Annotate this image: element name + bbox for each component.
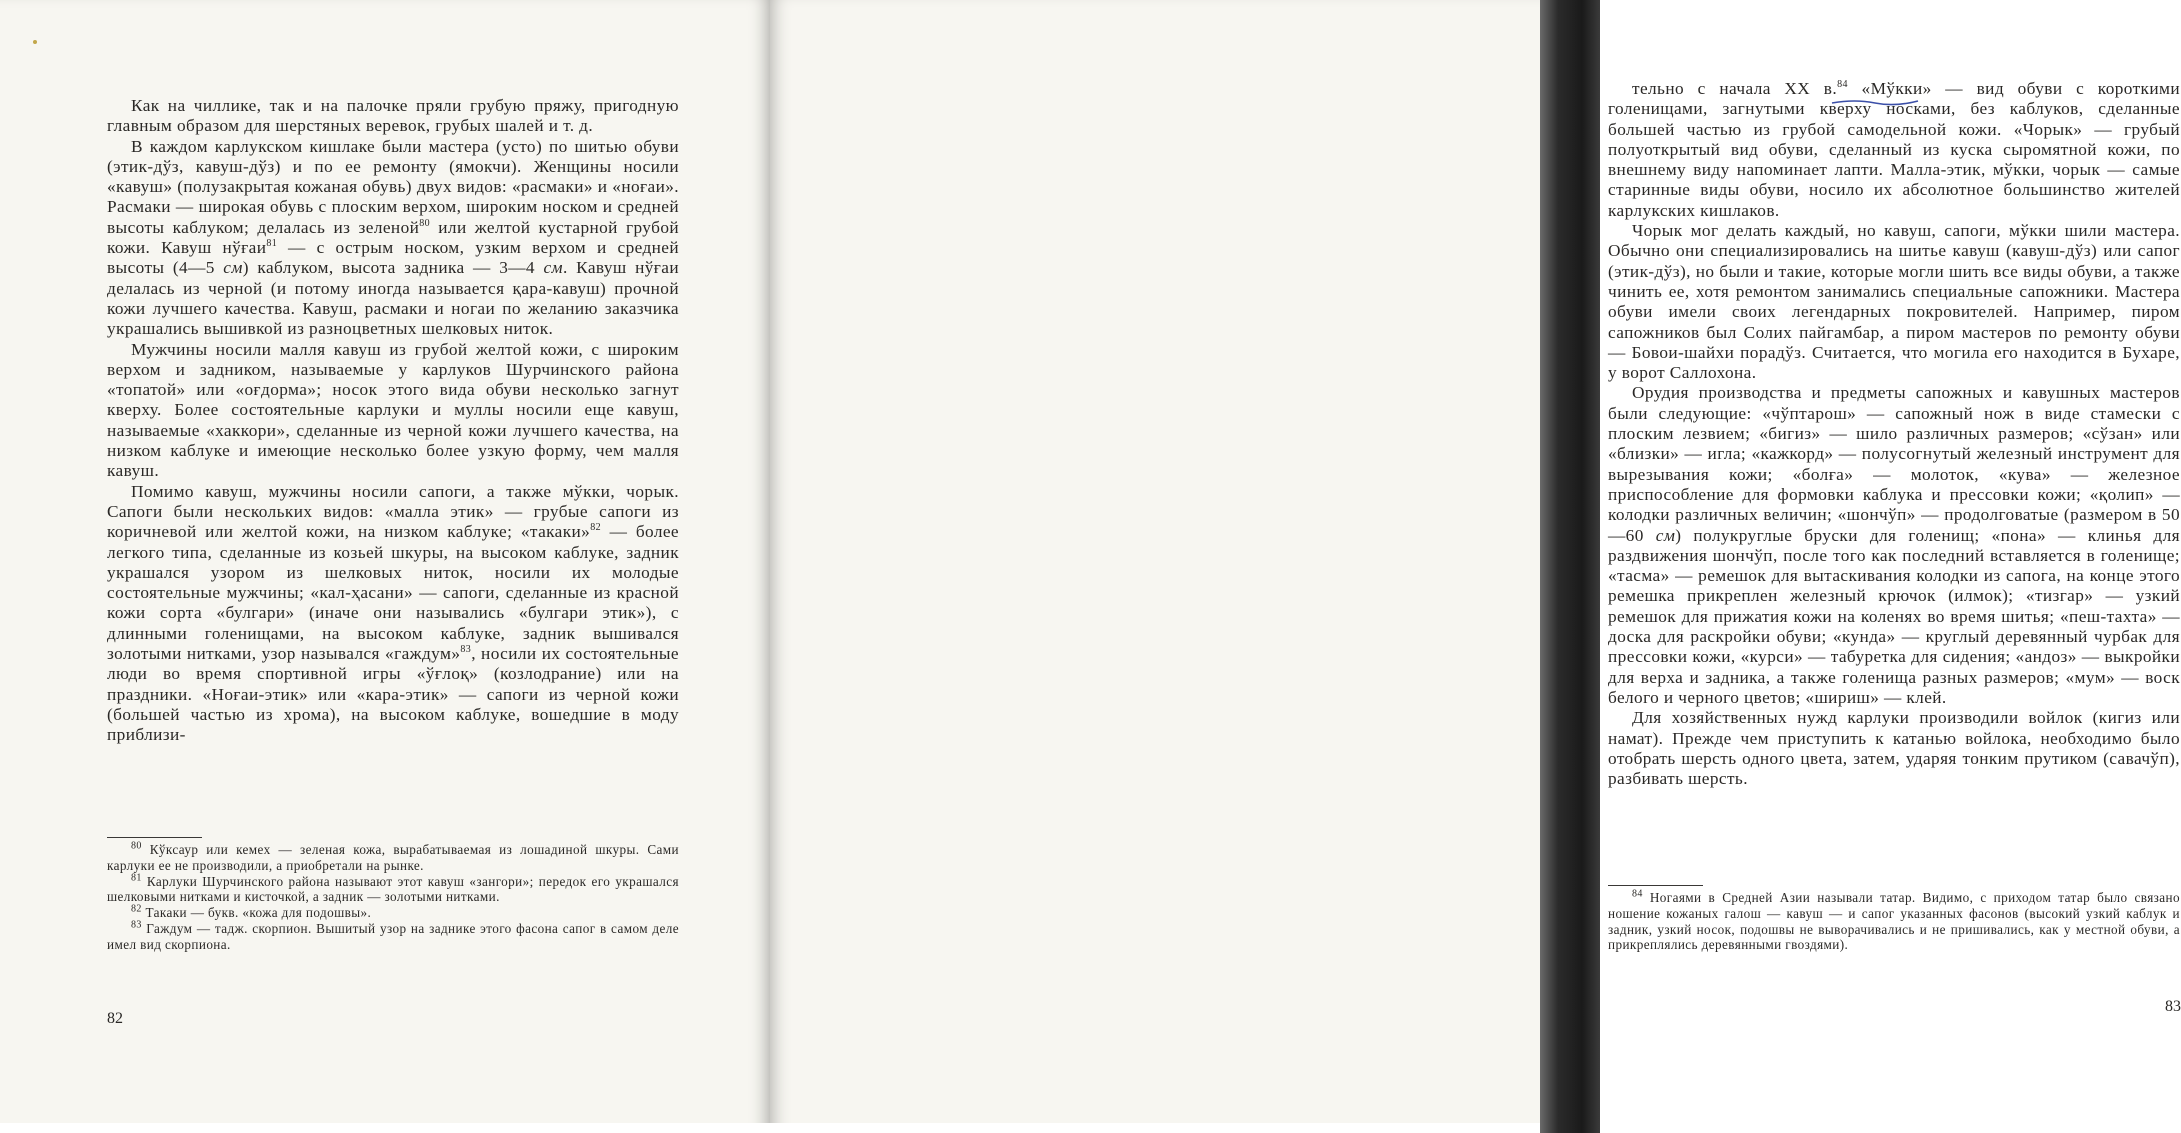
right-body-text	[1608, 79, 2180, 789]
footnote: $^{80}$ Кўксаур или кемех — зеленая кожа, вырабатываемая из лошадиной шкуры. Сами карлуки ее не производили, а приобретали на рынке.	[107, 840, 679, 873]
paragraph: Орудия производства и предметы сапожных и кавушных мастеров были следующие: «чўптарош» — сапожный нож в виде стамески с плоским лезвием; «бигиз» — шило различных размеров; «сўзан» или «близки» — игла; «кажкорд» — полусогнутый железный инструмент для вырезывания кожи; «болға» — молоток, «кува» — железное приспособление для формовки каблука и прессовки кожи; «қолип» — колодки различных величин; «шончўп» — продолговатые (размером в 50—60 см) полукруглые бруски для голенищ; «пона» — клинья для раздвижения шончўп, после того как последний вставляется в голенище; «тасма» — ремешок для вытаскивания колодки из сапога, на конце этого ремешка прикреплен железный крючок (илмок); «тизгар» — узкий ремешок для прижатия кожи на коленях во время шитья; «пеш-тахта» — доска для раскройки обуви; «кунда» — круглый деревянный чурбак для прессовки кожи, «курси» — табуретка для сидения; «андоз» — выкройки для верха и задника, а также голенища разных размеров; «мум» — воск белого и черного цветов; «шириш» — клей.	[1608, 383, 2180, 707]
page-number-left: 82	[107, 1010, 123, 1027]
paragraph: Помимо кавуш, мужчины носили сапоги, а также мўкки, чорык. Сапоги были нескольких видов: «малла этик» — грубые сапоги из коричневой или желтой кожи, на низком каблуке; «такаки»$^{82}$ — более легкого типа, сделанные из козьей шкуры, на высоком каблуке, задник украшался узором из шелковых ниток, носили их молодые состоятельные мужчины; «кал-ҳасани» — сапоги, сделанные из красной кожи сорта «булгари» (иначе они назывались «булгари этик»), с длинными голенищами, на высоком каблуке, задник вышивался золотыми нитками, узор назывался «гаждум»$^{83}$, носили их состоятельные люди во время спортивной игры «ўғлоқ» (козлодрание) или на праздники. «Ноғаи-этик» или «кара-этик» — сапоги из черной кожи (большей частью из хрома), на высоком каблуке, вошедшие в моду приблизи-	[107, 481, 679, 745]
footnote-rule	[107, 837, 202, 838]
footnote: $^{81}$ Карлуки Шурчинского района называют этот кавуш «зангори»; передок его украшался шелковыми нитками и кисточкой, а задник — золотыми нитками.	[107, 872, 679, 905]
left-footnotes	[107, 842, 679, 953]
left-page	[0, 0, 770, 1133]
ink-speck	[33, 40, 37, 44]
paragraph: Как на чиллике, так и на палочке пряли грубую пряжу, пригодную главным образом для шерстяных веревок, грубых шалей и т. д.	[107, 96, 679, 136]
paragraph: Чорык мог делать каждый, но кавуш, сапоги, мўкки шили мастера. Обычно они специализировались на шитье кавуш (кавуш-дўз) или сапог (этик-дўз), но были и такие, которые могли шить все виды обуви, а также чинить ее, хотя ремонтом занимались специальные сапожники. Мастера обуви имели своих легендарных покровителей. Например, пиром сапожников был Солих пайгамбар, а пиром мастеров по ремонту обуви — Бовои-шайхи порадўз. Считается, что могила его находится в Бухаре, у ворот Саллохона.	[1608, 221, 2180, 383]
paragraph: Для хозяйственных нужд карлуки производили войлок (кигиз или намат). Прежде чем приступить к катанью войлока, необходимо было отобрать шерсть одного цвета, затем, ударяя тонким прутиком (савачўп), разбивать шерсть.	[1608, 708, 2180, 789]
footnote: $^{82}$ Такаки — букв. «кожа для подошвы».	[131, 903, 372, 921]
left-body-text	[107, 96, 679, 746]
footnote: $^{83}$ Гаждум — тадж. скорпион. Вышитый узор на заднике этого фасона сапог в самом деле имел вид скорпиона.	[107, 919, 679, 952]
scan-margin	[0, 1123, 1540, 1133]
right-footnotes	[1608, 890, 2180, 953]
footnote: $^{84}$ Ногаями в Средней Азии называли татар. Видимо, с приходом татар было связано ношение кожаных галош — кавуш — и сапог указанных фасонов (высокий узкий каблук и задник, узкий носок, подошвы не выворачивались и не пришивались, как у местной обуви, а прикреплялись деревянными гвоздями).	[1608, 888, 2180, 953]
paragraph: Мужчины носили малля кавуш из грубой желтой кожи, с широким верхом и задником, называемые у карлуков Шурчинского района «топатой» или «оғдорма»; носок этого вида обуви несколько загнут кверху. Более состоятельные карлуки и муллы носили еще кавуш, называемые «хаккори», сделанные из черной кожи лучшего качества, на низком каблуке и имеющие несколько более узкую форму, чем малля кавуш.	[107, 339, 679, 481]
footnote-rule	[1608, 885, 1703, 886]
paragraph: В каждом карлукском кишлаке были мастера (усто) по шитью обуви (этик-дўз, кавуш-дўз) и по ее ремонту (ямокчи). Женщины носили «кавуш» (полузакрытая кожаная обувь) двух видов: «расмаки» и «ноғаи». Расмаки — широкая обувь с плоским верхом, широким носком и средней высоты каблуком; делалась из зеленой$^{80}$ или желтой кустарной грубой кожи. Кавуш нўғаи$^{81}$ — с острым носком, узким верхом и средней высоты (4—5 см) каблуком, высота задника — 3—4 см. Кавуш нўғаи делалась из черной (и потому иногда называется қара-кавуш) прочной кожи лучшего качества. Кавуш, расмаки и ногаи по желанию заказчика украшались вышивкой из разноцветных шелковых ниток.	[107, 136, 680, 339]
right-page	[770, 0, 2181, 1133]
scanner-edge-shadow	[1540, 0, 1600, 1133]
paragraph: тельно с начала XX в.$^{84}$ «Мўкки» — вид обуви с короткими голенищами, загнутыми кверху носками, без каблуков, сделанные большей частью из грубой самодельной кожи. «Чорык» — грубый полуоткрытый вид обуви, сделанный из куска сыромятной кожи, по внешнему виду напоминает лапти. Малла-этик, мўкки, чорык — самые старинные виды обуви, носило их абсолютное большинство жителей карлукских кишлаков.	[1608, 79, 2180, 220]
page-number-right: 83	[2165, 998, 2181, 1015]
